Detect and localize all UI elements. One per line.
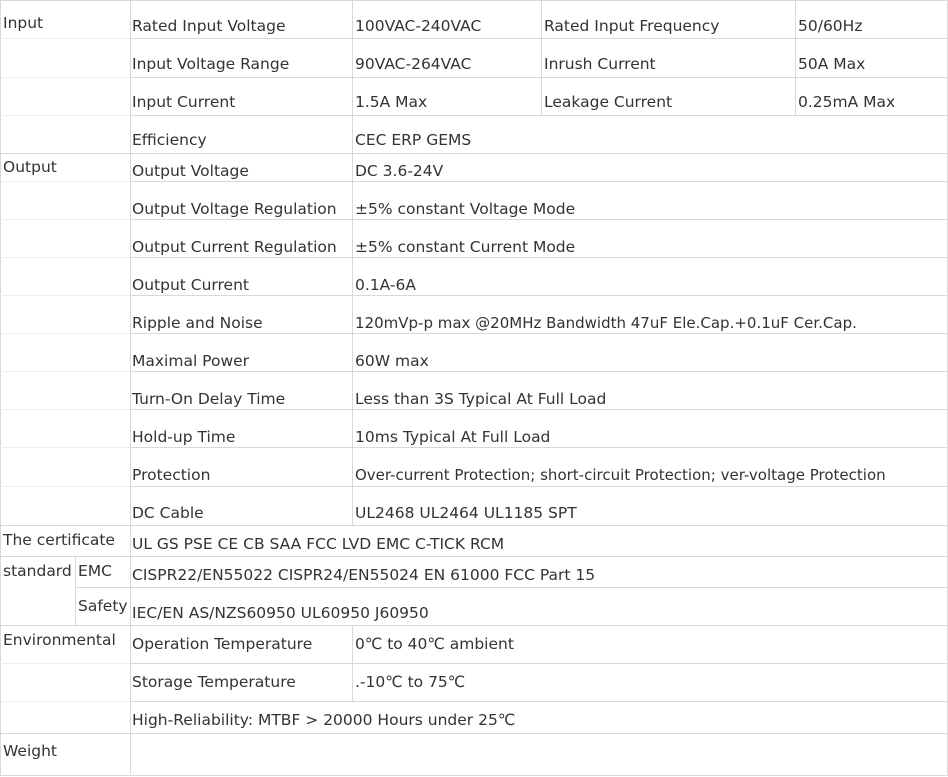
label-maximal-power: Maximal Power bbox=[132, 352, 250, 370]
label-rated-input-voltage: Rated Input Voltage bbox=[132, 17, 286, 35]
value-ripple-noise: 120mVp-p max @20MHz Bandwidth 47uF Ele.Cap.+0.1uF Cer.Cap. bbox=[355, 314, 857, 332]
grid-line bbox=[0, 409, 130, 410]
grid-line bbox=[130, 219, 947, 220]
grid-line bbox=[130, 625, 947, 626]
grid-line bbox=[130, 525, 947, 526]
grid-line bbox=[130, 257, 947, 258]
value-weight bbox=[131, 734, 946, 774]
grid-line bbox=[130, 486, 947, 487]
grid-line bbox=[130, 77, 947, 78]
grid-line bbox=[0, 701, 130, 702]
value-certificate: UL GS PSE CE CB SAA FCC LVD EMC C-TICK RCM bbox=[132, 535, 505, 553]
grid-line bbox=[130, 181, 947, 182]
grid-line bbox=[130, 38, 947, 39]
value-output-voltage-regulation: ±5% constant Voltage Mode bbox=[355, 200, 576, 218]
value-storage-temperature: .-10℃ to 75℃ bbox=[355, 673, 466, 691]
grid-line bbox=[0, 153, 130, 154]
value-input-current: 1.5A Max bbox=[355, 93, 428, 111]
value-reliability: High-Reliability: MTBF > 20000 Hours under 25℃ bbox=[132, 711, 516, 729]
label-operation-temperature: Operation Temperature bbox=[132, 635, 313, 653]
value-efficiency: CEC ERP GEMS bbox=[355, 131, 472, 149]
section-output: Output bbox=[3, 158, 57, 176]
section-environmental: Environmental bbox=[3, 631, 116, 649]
grid-line bbox=[130, 115, 947, 116]
grid-line bbox=[130, 0, 131, 774]
value-output-current-regulation: ±5% constant Current Mode bbox=[355, 238, 576, 256]
grid-line bbox=[130, 333, 947, 334]
value-output-voltage: DC 3.6-24V bbox=[355, 162, 444, 180]
value-hold-up-time: 10ms Typical At Full Load bbox=[355, 428, 551, 446]
grid-line bbox=[0, 447, 130, 448]
grid-line bbox=[0, 219, 130, 220]
label-turn-on-delay: Turn-On Delay Time bbox=[132, 390, 286, 408]
label-input-current: Input Current bbox=[132, 93, 236, 111]
section-standard: standard bbox=[3, 562, 72, 580]
grid-line bbox=[0, 181, 130, 182]
grid-line bbox=[130, 153, 947, 154]
label-safety: Safety bbox=[78, 597, 128, 615]
value-emc: CISPR22/EN55022 CISPR24/EN55024 EN 61000 FCC Part 15 bbox=[132, 566, 596, 584]
value-inrush-current: 50A Max bbox=[798, 55, 866, 73]
value-operation-temperature: 0℃ to 40℃ ambient bbox=[355, 635, 514, 653]
label-output-voltage: Output Voltage bbox=[132, 162, 249, 180]
label-output-current-regulation: Output Current Regulation bbox=[132, 238, 337, 256]
grid-line bbox=[0, 115, 130, 116]
label-inrush-current: Inrush Current bbox=[544, 55, 656, 73]
label-emc: EMC bbox=[78, 562, 112, 580]
section-input: Input bbox=[3, 14, 44, 32]
grid-line bbox=[0, 77, 130, 78]
grid-line bbox=[0, 663, 130, 664]
label-output-current: Output Current bbox=[132, 276, 249, 294]
grid-line bbox=[130, 701, 947, 702]
label-rated-input-frequency: Rated Input Frequency bbox=[544, 17, 720, 35]
value-leakage-current: 0.25mA Max bbox=[798, 93, 896, 111]
grid-line bbox=[75, 587, 130, 588]
grid-line bbox=[130, 663, 947, 664]
grid-line bbox=[0, 295, 130, 296]
grid-line bbox=[541, 0, 542, 115]
section-certificate: The certificate bbox=[3, 531, 115, 549]
grid-line bbox=[0, 556, 130, 557]
section-weight: Weight bbox=[3, 742, 58, 760]
label-ripple-noise: Ripple and Noise bbox=[132, 314, 263, 332]
grid-line bbox=[0, 257, 130, 258]
grid-line bbox=[130, 447, 947, 448]
grid-line bbox=[0, 333, 130, 334]
grid-line bbox=[0, 38, 130, 39]
value-safety: IEC/EN AS/NZS60950 UL60950 J60950 bbox=[132, 604, 429, 622]
grid-line bbox=[795, 0, 796, 115]
value-maximal-power: 60W max bbox=[355, 352, 429, 370]
grid-line bbox=[0, 525, 130, 526]
label-protection: Protection bbox=[132, 466, 211, 484]
grid-line bbox=[130, 587, 947, 588]
grid-line bbox=[130, 409, 947, 410]
grid-line bbox=[352, 153, 353, 525]
value-input-voltage-range: 90VAC-264VAC bbox=[355, 55, 472, 73]
grid-line bbox=[130, 556, 947, 557]
label-efficiency: Efficiency bbox=[132, 131, 207, 149]
grid-line bbox=[0, 486, 130, 487]
label-output-voltage-regulation: Output Voltage Regulation bbox=[132, 200, 337, 218]
value-turn-on-delay: Less than 3S Typical At Full Load bbox=[355, 390, 607, 408]
label-leakage-current: Leakage Current bbox=[544, 93, 673, 111]
label-storage-temperature: Storage Temperature bbox=[132, 673, 296, 691]
label-input-voltage-range: Input Voltage Range bbox=[132, 55, 290, 73]
grid-line bbox=[0, 733, 130, 734]
value-output-current: 0.1A-6A bbox=[355, 276, 416, 294]
grid-line bbox=[0, 371, 130, 372]
grid-line bbox=[75, 556, 76, 625]
value-rated-input-frequency: 50/60Hz bbox=[798, 17, 863, 35]
grid-line bbox=[130, 371, 947, 372]
grid-line bbox=[0, 625, 130, 626]
value-protection: Over-current Protection; short-circuit Protection; ver-voltage Protection bbox=[355, 466, 886, 484]
value-dc-cable: UL2468 UL2464 UL1185 SPT bbox=[355, 504, 577, 522]
value-rated-input-voltage: 100VAC-240VAC bbox=[355, 17, 482, 35]
grid-line bbox=[130, 295, 947, 296]
label-hold-up-time: Hold-up Time bbox=[132, 428, 236, 446]
label-dc-cable: DC Cable bbox=[132, 504, 204, 522]
